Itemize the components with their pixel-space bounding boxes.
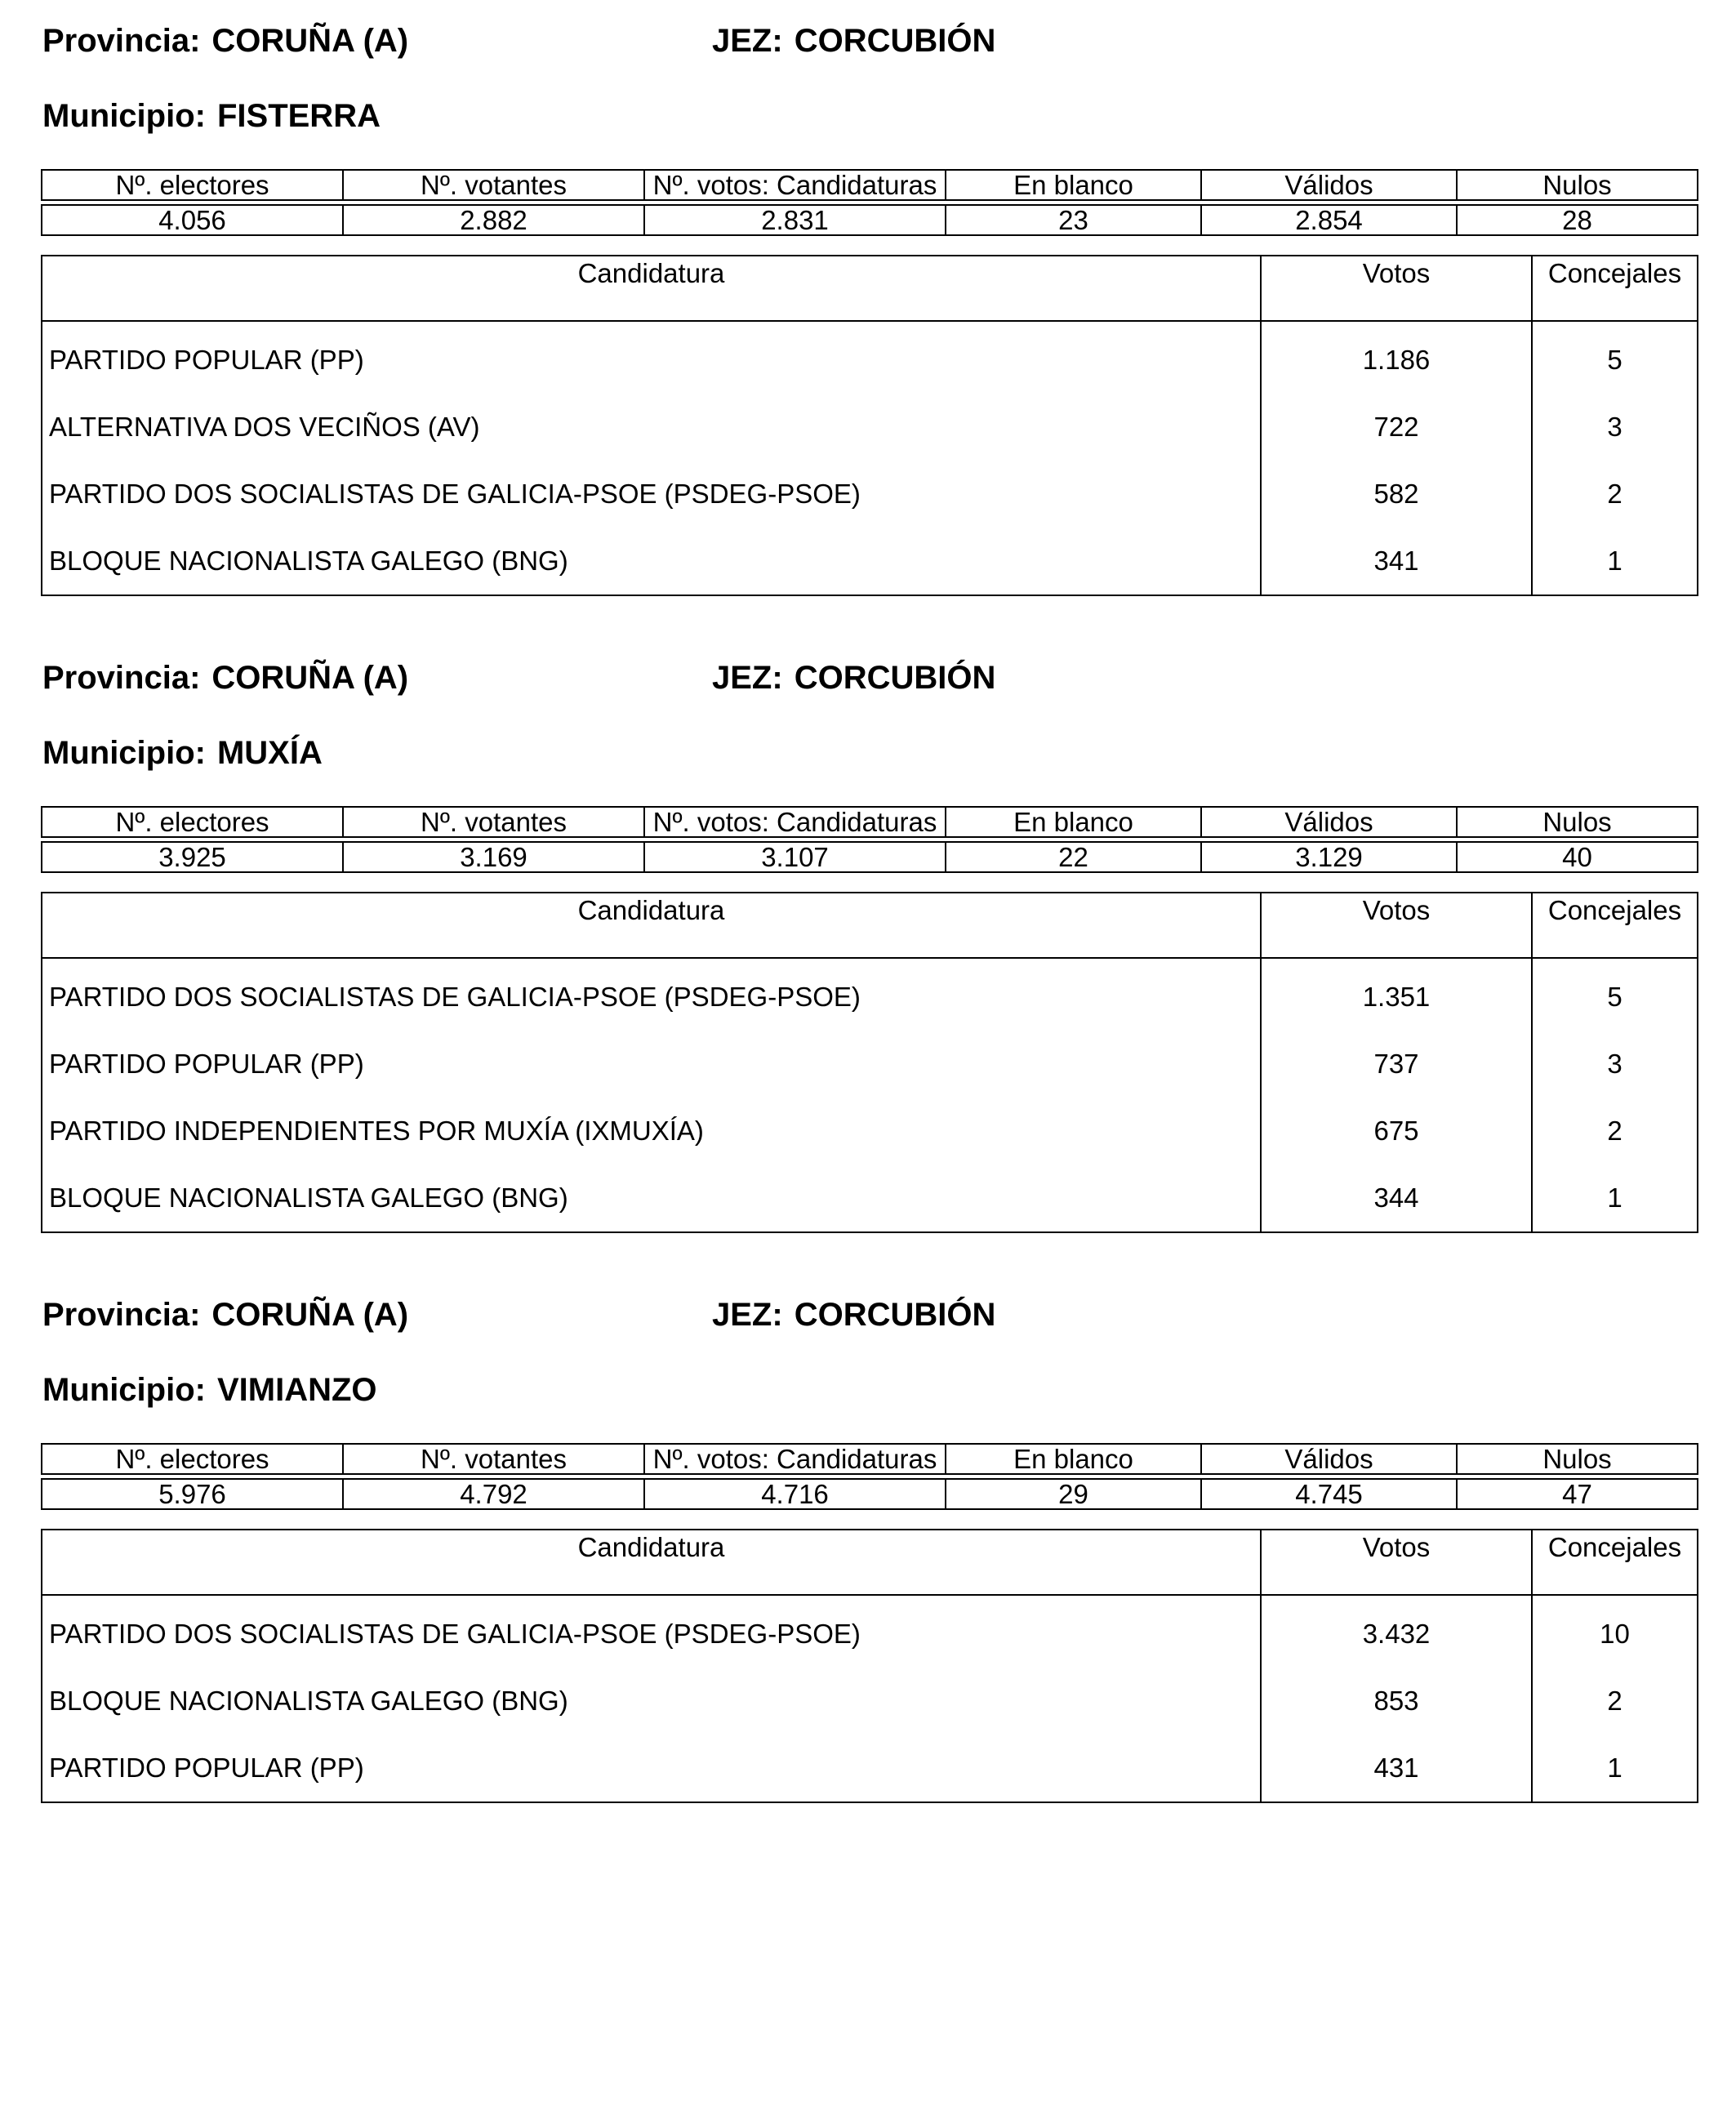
candidates-header-cell: Votos [1261,256,1532,321]
candidates-header-cell: Concejales [1532,1530,1698,1595]
candidates-header-cell: Votos [1261,893,1532,958]
summary-value-cell: 4.716 [644,1479,946,1509]
candidate-votes: 1.186 [1261,321,1532,394]
summary-value-cell: 22 [946,842,1201,872]
candidate-name: PARTIDO POPULAR (PP) [42,1735,1261,1802]
candidate-seats: 2 [1532,1668,1698,1735]
candidates-header-cell: Candidatura [42,893,1261,958]
summary-values-table [41,204,1698,236]
summary-value-cell: 2.831 [644,205,946,235]
candidates-header-cell: Candidatura [42,256,1261,321]
province-heading [42,1292,408,1338]
candidates-header-cell: Concejales [1532,256,1698,321]
candidate-name: PARTIDO POPULAR (PP) [42,321,1261,394]
summary-value-cell: 29 [946,1479,1201,1509]
jez-heading [712,18,995,64]
summary-header-cell: Nº. votantes [343,1444,644,1474]
candidate-name: BLOQUE NACIONALISTA GALEGO (BNG) [42,1668,1261,1735]
candidate-votes: 722 [1261,394,1532,461]
summary-value-cell: 4.792 [343,1479,644,1509]
candidate-row [42,528,1698,595]
candidate-votes: 341 [1261,528,1532,595]
candidate-name: PARTIDO DOS SOCIALISTAS DE GALICIA-PSOE (PSDEG-PSOE) [42,1595,1261,1668]
province-label: Provincia: [42,1297,201,1333]
candidates-table [41,255,1698,596]
candidate-row [42,1031,1698,1098]
summary-values-table [41,1478,1698,1510]
summary-value-cell: 4.745 [1201,1479,1457,1509]
candidate-votes: 675 [1261,1098,1532,1165]
candidate-seats: 1 [1532,1735,1698,1802]
summary-header-table [41,806,1698,838]
province-line [41,655,1697,701]
summary-header-cell: Nº. votantes [343,807,644,837]
jez-label: JEZ: [712,660,783,696]
summary-value-cell: 47 [1457,1479,1698,1509]
candidates-header-cell: Candidatura [42,1530,1261,1595]
jez-value: CORCUBIÓN [794,660,996,696]
summary-header-cell: Nº. votos: Candidaturas [644,807,946,837]
candidate-row [42,1595,1698,1668]
municipality-value: MUXÍA [216,735,323,771]
province-value: CORUÑA (A) [211,23,409,59]
summary-header-cell: Nulos [1457,807,1698,837]
candidate-name: BLOQUE NACIONALISTA GALEGO (BNG) [42,1165,1261,1232]
candidate-seats: 10 [1532,1595,1698,1668]
jez-heading [712,1292,995,1338]
summary-header-cell: Válidos [1201,1444,1457,1474]
candidate-votes: 737 [1261,1031,1532,1098]
candidate-row [42,958,1698,1031]
candidate-seats: 1 [1532,1165,1698,1232]
province-line [41,18,1697,64]
candidate-name: ALTERNATIVA DOS VECIÑOS (AV) [42,394,1261,461]
summary-header-cell: Nº. votantes [343,170,644,200]
jez-heading [712,655,995,701]
province-value: CORUÑA (A) [211,660,409,696]
candidate-row [42,1735,1698,1802]
summary-value-cell: 3.925 [42,842,343,872]
municipality-heading [42,93,381,139]
summary-value-cell: 3.169 [343,842,644,872]
candidate-votes: 344 [1261,1165,1532,1232]
candidate-seats: 1 [1532,528,1698,595]
summary-value-cell: 40 [1457,842,1698,872]
candidate-votes: 3.432 [1261,1595,1532,1668]
candidate-row [42,321,1698,394]
candidate-seats: 5 [1532,321,1698,394]
summary-value-cell: 3.129 [1201,842,1457,872]
summary-header-cell: Válidos [1201,807,1457,837]
candidate-seats: 5 [1532,958,1698,1031]
summary-header-cell: Nulos [1457,1444,1698,1474]
candidate-row [42,1098,1698,1165]
summary-values-table [41,841,1698,873]
summary-value-cell: 28 [1457,205,1698,235]
summary-header-cell: Nº. electores [42,1444,343,1474]
jez-value: CORCUBIÓN [794,1297,996,1333]
summary-header-cell: Nº. votos: Candidaturas [644,1444,946,1474]
summary-value-cell: 2.854 [1201,205,1457,235]
summary-value-cell: 4.056 [42,205,343,235]
province-label: Provincia: [42,660,201,696]
candidates-header-cell: Votos [1261,1530,1532,1595]
municipality-label: Municipio: [42,735,206,771]
summary-header-cell: En blanco [946,170,1201,200]
candidate-name: BLOQUE NACIONALISTA GALEGO (BNG) [42,528,1261,595]
candidates-table [41,892,1698,1233]
candidate-seats: 3 [1532,1031,1698,1098]
candidate-votes: 582 [1261,461,1532,528]
jez-label: JEZ: [712,1297,783,1333]
municipality-label: Municipio: [42,98,206,134]
candidate-votes: 1.351 [1261,958,1532,1031]
province-heading [42,655,408,701]
candidate-name: PARTIDO DOS SOCIALISTAS DE GALICIA-PSOE (PSDEG-PSOE) [42,461,1261,528]
candidates-header-cell: Concejales [1532,893,1698,958]
candidates-header-row [42,256,1698,321]
summary-header-cell: En blanco [946,807,1201,837]
summary-header-cell: Nº. electores [42,807,343,837]
candidate-name: PARTIDO POPULAR (PP) [42,1031,1261,1098]
jez-label: JEZ: [712,23,783,59]
province-heading [42,18,408,64]
summary-header-cell: Válidos [1201,170,1457,200]
summary-header-cell: Nº. electores [42,170,343,200]
candidates-header-row [42,893,1698,958]
candidate-votes: 853 [1261,1668,1532,1735]
summary-header-cell: En blanco [946,1444,1201,1474]
candidates-header-row [42,1530,1698,1595]
province-label: Provincia: [42,23,201,59]
candidate-row [42,1668,1698,1735]
summary-header-cell: Nulos [1457,170,1698,200]
province-line [41,1292,1697,1338]
summary-header-table [41,1443,1698,1475]
summary-value-cell: 3.107 [644,842,946,872]
candidate-seats: 2 [1532,461,1698,528]
candidate-name: PARTIDO DOS SOCIALISTAS DE GALICIA-PSOE (PSDEG-PSOE) [42,958,1261,1031]
municipality-heading [42,730,323,776]
summary-value-cell: 5.976 [42,1479,343,1509]
candidate-row [42,1165,1698,1232]
municipality-value: FISTERRA [216,98,381,134]
candidate-seats: 2 [1532,1098,1698,1165]
candidate-row [42,394,1698,461]
summary-header-table [41,169,1698,201]
summary-value-cell: 23 [946,205,1201,235]
candidates-table [41,1529,1698,1803]
province-value: CORUÑA (A) [211,1297,409,1333]
candidate-seats: 3 [1532,394,1698,461]
summary-value-cell: 2.882 [343,205,644,235]
candidate-name: PARTIDO INDEPENDIENTES POR MUXÍA (IXMUXÍA) [42,1098,1261,1165]
jez-value: CORCUBIÓN [794,23,996,59]
municipality-heading [42,1367,377,1413]
candidate-votes: 431 [1261,1735,1532,1802]
municipality-label: Municipio: [42,1372,206,1408]
candidate-row [42,461,1698,528]
summary-header-cell: Nº. votos: Candidaturas [644,170,946,200]
municipality-value: VIMIANZO [216,1372,377,1408]
